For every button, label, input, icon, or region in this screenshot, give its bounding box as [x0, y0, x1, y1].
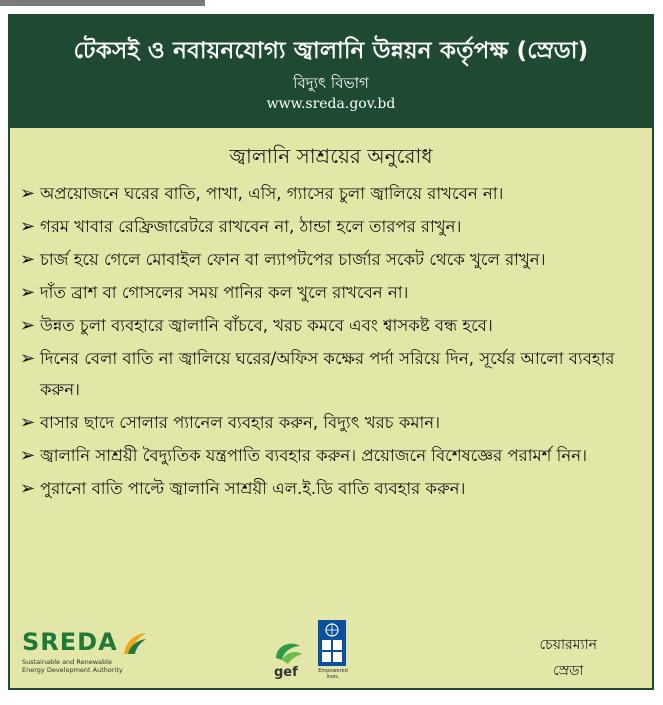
arrow-icon: ➢ — [20, 478, 36, 499]
arrow-icon: ➢ — [20, 216, 36, 237]
gef-logo — [268, 638, 308, 680]
website-url: www.sreda.gov.bd — [266, 96, 396, 112]
list-item: ➢ বাসার ছাদে সোলার প্যানেল ব্যবহার করুন, বিদ্যুৎ খরচ কমান। — [20, 407, 646, 438]
arrow-icon: ➢ — [20, 445, 36, 466]
list-item: ➢ দিনের বেলা বাতি না জ্বালিয়ে ঘরের/অফিস কক্ষের পর্দা সরিয়ে দিন, সূর্যের আলো ব্যবহার করুন। — [20, 343, 646, 405]
sreda-swirl-icon — [120, 630, 148, 658]
request-title: জ্বালানি সাশ্রয়ের অনুরোধ — [229, 144, 433, 168]
arrow-icon: ➢ — [20, 183, 36, 204]
list-item: ➢ পুরানো বাতি পাল্টে জ্বালানি সাশ্রয়ী এল.ই.ডি বাতি ব্যবহার করুন। — [20, 473, 646, 504]
top-gray-bar — [0, 0, 205, 6]
division-name: বিদ্যুৎ বিভাগ — [293, 74, 369, 92]
arrow-icon: ➢ — [20, 282, 36, 303]
list-item: ➢ অপ্রয়োজনে ঘরের বাতি, পাখা, এসি, গ্যাসের চুলা জ্বালিয়ে রাখবেন না। — [20, 178, 646, 209]
notice-footer — [10, 618, 652, 688]
notice-header — [10, 16, 652, 128]
list-item: ➢ দাঁত ব্রাশ বা গোসলের সময় পানির কল খুলে রাখবেন না। — [20, 277, 646, 308]
list-item: ➢ গরম খাবার রেফ্রিজারেটরে রাখবেন না, ঠান্ডা হলে তারপর রাখুন। — [20, 211, 646, 242]
undp-caption: Empowered lives. — [318, 668, 348, 680]
list-item: ➢ উন্নত চুলা ব্যবহারে জ্বালানি বাঁচবে, খরচ কমবে এবং শ্বাসকষ্ট বন্ধ হবে। — [20, 310, 646, 341]
arrow-icon: ➢ — [20, 315, 36, 336]
undp-emblem-icon — [318, 620, 346, 666]
notice-frame — [8, 14, 654, 690]
arrow-icon: ➢ — [20, 249, 36, 270]
undp-logo — [318, 620, 346, 666]
signatory — [540, 632, 598, 684]
arrow-icon: ➢ — [20, 348, 36, 369]
sreda-logo: SREDA Sustainable and Renewable Energy Development Authority — [22, 628, 162, 678]
arrow-icon: ➢ — [20, 412, 36, 433]
list-item: ➢ চার্জ হয়ে গেলে মোবাইল ফোন বা ল্যাপটপের চার্জার সকেট থেকে খুলে রাখুন। — [20, 244, 646, 275]
list-item: ➢ জ্বালানি সাশ্রয়ী বৈদ্যুতিক যন্ত্রপাতি ব্যবহার করুন। প্রয়োজনে বিশেষজ্ঞের পরামর্শ নিন। — [20, 440, 646, 471]
top-clipping-strip — [0, 0, 663, 10]
svg-text:gef: gef — [274, 665, 298, 680]
notice-body — [10, 128, 652, 688]
authority-title: টেকসই ও নবায়নযোগ্য জ্বালানি উন্নয়ন কর্তৃপক্ষ (স্রেডা) — [73, 38, 589, 64]
signatory-org: স্রেডা — [553, 663, 584, 679]
signatory-title: চেয়ারম্যান — [539, 637, 597, 653]
advice-list — [20, 178, 646, 506]
